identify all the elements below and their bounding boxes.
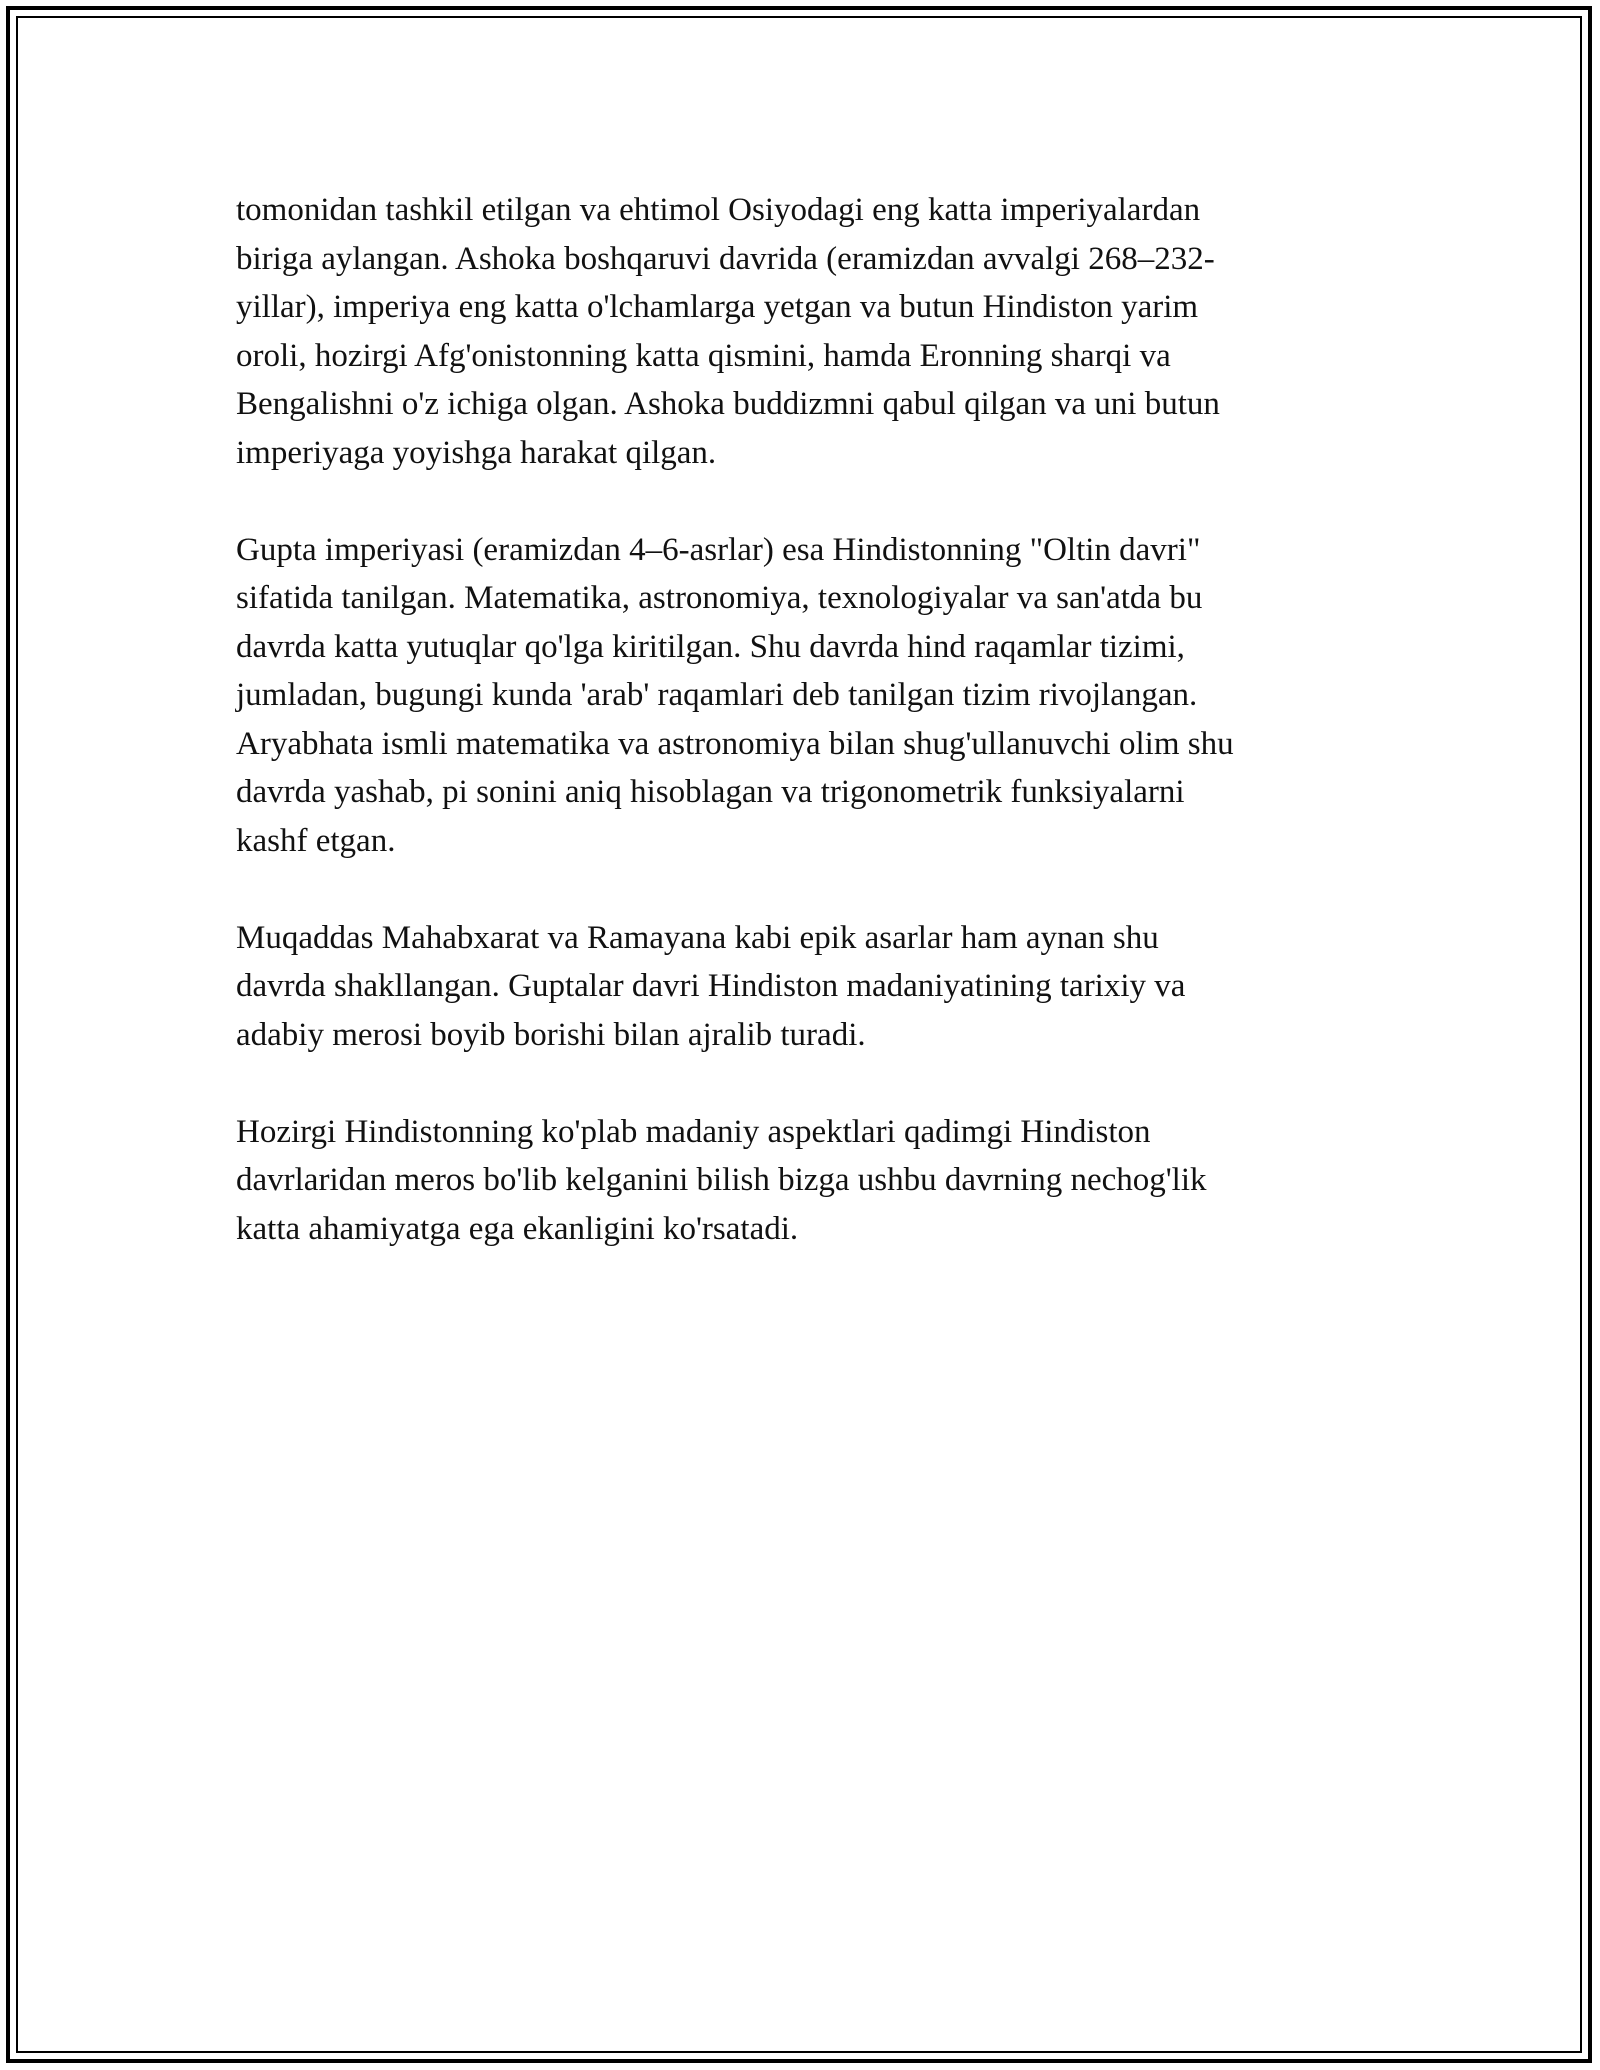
text-line: Muqaddas Mahabxarat va Ramayana kabi epik asarlar ham aynan shu <box>236 919 1159 956</box>
text-line: Aryabhata ismli matematika va astronomiya bilan shug'ullanuvchi olim shu <box>236 725 1234 762</box>
paragraph-gupta <box>236 526 1386 866</box>
text-line: Hozirgi Hindistonning ko'plab madaniy aspektlari qadimgi Hindiston <box>236 1113 1151 1150</box>
text-line: tomonidan tashkil etilgan va ehtimol Osiyodagi eng katta imperiyalardan <box>236 192 1201 228</box>
text-line: adabiy merosi boyib borishi bilan ajralib turadi. <box>236 1016 866 1053</box>
text-line: Bengalishni o'z ichiga olgan. Ashoka buddizmni qabul qilgan va uni butun <box>236 386 1220 422</box>
text-line: sifatida tanilgan. Matematika, astronomiya, texnologiyalar va san'atda bu <box>236 580 1203 616</box>
text-line: davrda yashab, pi sonini aniq hisoblagan va trigonometrik funksiyalarni <box>236 774 1185 810</box>
paragraph-epics <box>236 914 1386 1060</box>
text-line: Gupta imperiyasi (eramizdan 4–6-asrlar) esa Hindistonning "Oltin davri" <box>236 531 1201 568</box>
text-line: jumladan, bugungi kunda 'arab' raqamlari deb tanilgan tizim rivojlangan. <box>236 677 1198 713</box>
text-line: kashf etgan. <box>236 822 396 859</box>
text-line: biriga aylangan. Ashoka boshqaruvi davrida (eramizdan avvalgi 268–232- <box>236 240 1215 277</box>
text-line: yillar), imperiya eng katta o'lchamlarga yetgan va butun Hindiston yarim <box>236 289 1199 325</box>
paragraph-heritage <box>236 1108 1386 1254</box>
text-line: imperiyaga yoyishga harakat qilgan. <box>236 434 717 471</box>
text-line: katta ahamiyatga ega ekanligini ko'rsatadi. <box>236 1210 799 1247</box>
text-line: davrlaridan meros bo'lib kelganini bilish bizga ushbu davrning nechog'lik <box>236 1162 1207 1198</box>
text-line: davrda katta yutuqlar qo'lga kiritilgan. Shu davrda hind raqamlar tizimi, <box>236 628 1185 665</box>
text-line: davrda shakllangan. Guptalar davri Hindiston madaniyatining tarixiy va <box>236 968 1186 1004</box>
text-line: oroli, hozirgi Afg'onistonning katta qismini, hamda Eronning sharqi va <box>236 337 1171 374</box>
paragraph-ashoka <box>236 186 1386 477</box>
page-body <box>236 186 1386 1302</box>
